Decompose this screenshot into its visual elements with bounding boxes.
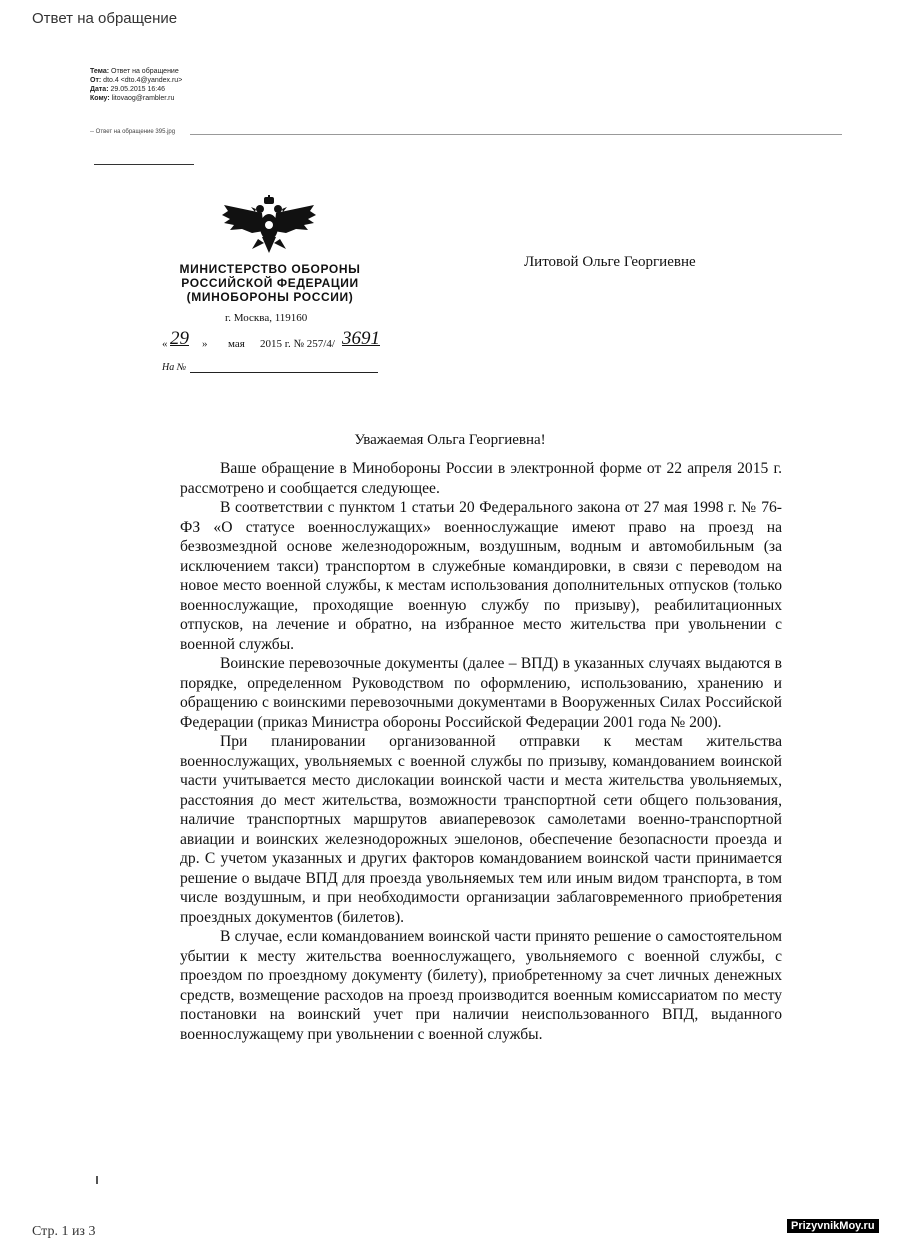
addressee: Литовой Ольге Георгиевне <box>524 254 696 270</box>
paragraph: В соответствии с пунктом 1 статьи 20 Федерального закона от 27 мая 1998 г. № 76-ФЗ «О статусе военнослужащих» военнослужащие имеют право на проезд на безвозмездной основе железнодорожным, воздушным, водным и автомобильным (за исключением такси) транспортом в служебные командировки, в связи с переводом на новое место военной службы, к местам использования дополнительных отпусков (только военнослужащие, проходящие военную службу по призыву), реабилитационных отпусков, на лечение и обратно, на избранное место жительства при увольнении с военной службы. <box>180 499 782 653</box>
paragraph: Воинские перевозочные документы (далее – ВПД) в указанных случаях выдаются в порядке, определенном Руководством по оформлению, использованию, хранению и обращению с воинскими перевозочными документами в Вооруженных Силах Российской Федерации (приказ Министра обороны Российской Федерации 2001 года № 200). <box>180 655 782 731</box>
ministry-line: МИНИСТЕРСТВО ОБОРОНЫ <box>179 262 361 276</box>
scan-mark <box>96 1176 98 1184</box>
page-counter: Стр. 1 из 3 <box>32 1224 96 1239</box>
email-row-from <box>90 76 182 85</box>
ministry-line: РОССИЙСКОЙ ФЕДЕРАЦИИ <box>181 276 359 290</box>
email-value: litovaog@rambler.ru <box>111 95 175 102</box>
quote-open: « <box>162 338 168 350</box>
email-value: 29.05.2015 16:46 <box>110 86 165 93</box>
reference-line <box>190 372 378 373</box>
paragraph: При планировании организованной отправки к местам жительства военнослужащих, увольняемых с военной службы по призыву, командованием воинской части учитывается место дислокации воинской части и места жительства увольняемых, расстояния до мест жительства, возможности транспортной сети общего пользования, наличие транспортных маршрутов авиаперевозок самолетами военно-транспортной авиации и воинских железнодорожных эшелонов, обеспечение безопасности проезда и др. С учетом указанных и других факторов командованием воинской части принимается решение о выдаче ВПД для проезда увольняемых тем или иным видом транспорта, в том числе воздушным, и при необходимости организации заблаговременного приобретения проездных документов (билетов). <box>180 733 782 926</box>
year-number: 2015 г. № 257/4/ <box>260 338 335 350</box>
email-value: dto.4 <dto.4@yandex.ru> <box>103 77 183 84</box>
quote-close: » <box>202 338 208 350</box>
month: мая <box>228 338 245 350</box>
email-row-subject <box>90 67 182 76</box>
double-headed-eagle-emblem <box>222 195 316 257</box>
divider-line <box>94 164 194 165</box>
email-label: От: <box>90 77 102 84</box>
ministry-title <box>170 262 370 304</box>
email-meta <box>90 67 182 103</box>
attachment-divider <box>190 134 842 135</box>
paragraph: Ваше обращение в Минобороны России в электронной форме от 22 апреля 2015 г. рассмотрено и сообщается следующее. <box>180 460 782 497</box>
paragraph: В случае, если командованием воинской части принято решение о самостоятельном убытии к месту жительства военнослужащего, увольняемого с военной службы, с проездом по проездному документу (билету), приобретенному за счет личных денежных средств, возмещение расходов на проезд производится военным комиссариатом по месту постановки на воинский учет при наличии неиспользованного ВПД, выданного военнослужащему при увольнении с военной службы. <box>180 928 782 1043</box>
site-watermark: PrizyvnikMoy.ru <box>787 1219 879 1233</box>
handwritten-reg-number: 3691 <box>342 328 380 349</box>
email-row-date <box>90 85 182 94</box>
email-label: Дата: <box>90 86 109 93</box>
attachment-row <box>90 129 842 139</box>
email-label: Тема: <box>90 68 110 75</box>
email-row-to <box>90 94 182 103</box>
email-value: Ответ на обращение <box>111 68 179 75</box>
page-header: Ответ на обращение <box>32 10 178 27</box>
city-address: г. Москва, 119160 <box>225 312 308 324</box>
handwritten-day: 29 <box>170 328 189 349</box>
ministry-line: (МИНОБОРОНЫ РОССИИ) <box>186 290 354 304</box>
salutation: Уважаемая Ольга Георгиевна! <box>354 432 546 448</box>
email-label: Кому: <box>90 95 110 102</box>
reference-label: На № <box>162 362 187 373</box>
letter-body <box>180 459 782 1044</box>
attachment-name[interactable]: -- Ответ на обращение 395.jpg <box>90 129 176 135</box>
